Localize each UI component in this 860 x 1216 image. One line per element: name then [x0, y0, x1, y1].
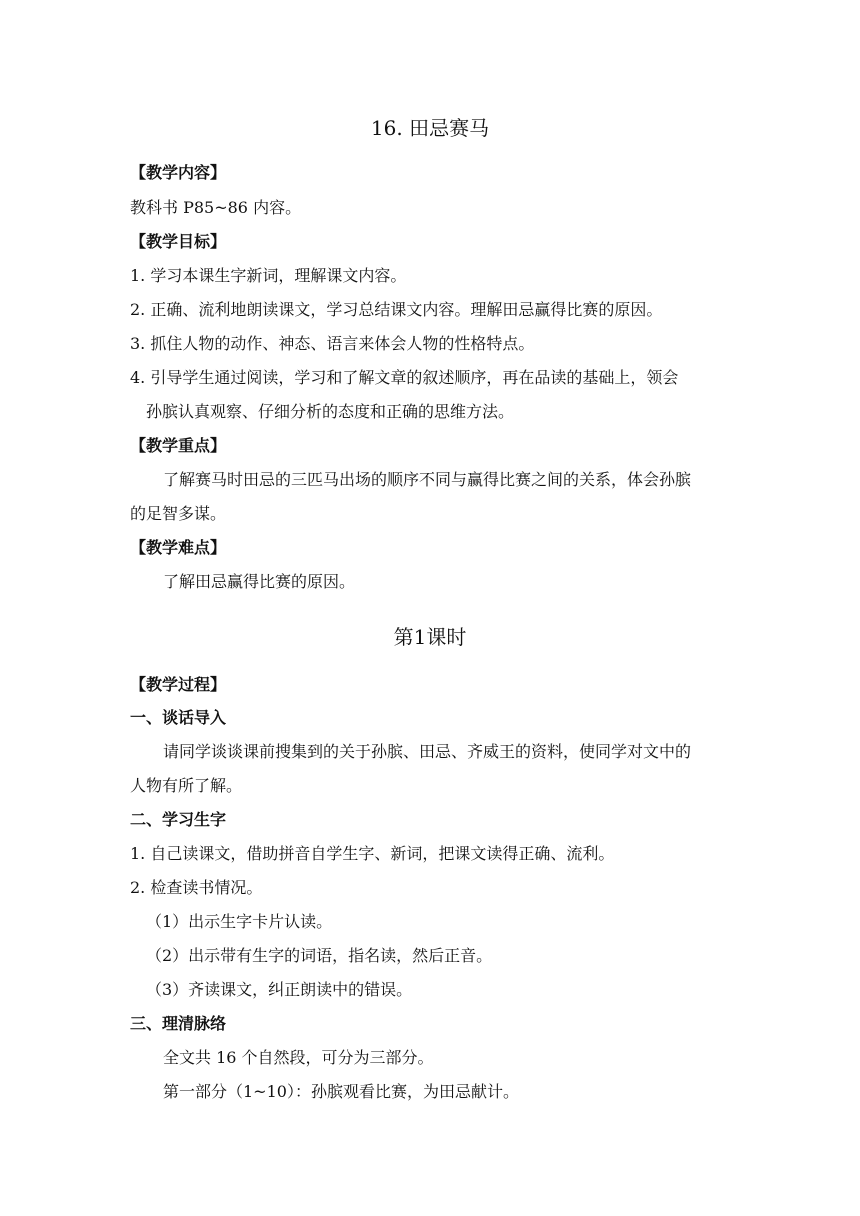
goal-item-3: 3. 抓住人物的动作、神态、语言来体会人物的性格特点。 — [130, 334, 535, 353]
goal-item-2: 2. 正确、流利地朗读课文，学习总结课文内容。理解田忌赢得比赛的原因。 — [130, 300, 663, 319]
section-2-item-1: 1. 自己读课文，借助拼音自学生字、新词，把课文读得正确、流利。 — [130, 844, 615, 863]
goals-heading: 【教学目标】 — [130, 232, 227, 251]
section-1-heading: 一、谈话导入 — [130, 708, 227, 727]
section-1-text-line-2: 人物有所了解。 — [130, 776, 243, 795]
goal-item-4: 4. 引导学生通过阅读，学习和了解文章的叙述顺序，再在品读的基础上，领会 — [130, 368, 679, 387]
section-2-subitem-2: （2）出示带有生字的词语，指名读，然后正音。 — [146, 946, 493, 965]
section-3-text-line-2: 第一部分（1~10）：孙膑观看比赛，为田忌献计。 — [163, 1082, 519, 1101]
key-text-line-1: 了解赛马时田忌的三匹马出场的顺序不同与赢得比赛之间的关系，体会孙膑 — [163, 470, 692, 489]
section-2-item-2: 2. 检查读书情况。 — [130, 878, 263, 897]
process-heading: 【教学过程】 — [130, 675, 227, 694]
section-2-subitem-1: （1）出示生字卡片认读。 — [146, 912, 333, 931]
section-2-heading: 二、学习生字 — [130, 810, 227, 829]
section-3-heading: 三、理清脉络 — [130, 1014, 227, 1033]
goal-item-1: 1. 学习本课生字新词，理解课文内容。 — [130, 266, 407, 285]
content-text: 教科书 P85~86 内容。 — [130, 198, 302, 217]
document-title: 16. 田忌赛马 — [370, 116, 490, 140]
difficulty-text: 了解田忌赢得比赛的原因。 — [163, 572, 356, 591]
goal-item-4-continued: 孙膑认真观察、仔细分析的态度和正确的思维方法。 — [146, 402, 515, 421]
content-heading: 【教学内容】 — [130, 163, 227, 182]
difficulty-heading: 【教学难点】 — [130, 538, 227, 557]
lesson-title: 第1课时 — [393, 625, 467, 649]
key-text-line-2: 的足智多谋。 — [130, 504, 227, 523]
section-1-text-line-1: 请同学谈谈课前搜集到的关于孙膑、田忌、齐威王的资料，使同学对文中的 — [163, 742, 692, 761]
section-3-text-line-1: 全文共 16 个自然段，可分为三部分。 — [163, 1048, 434, 1067]
section-2-subitem-3: （3）齐读课文，纠正朗读中的错误。 — [146, 980, 413, 999]
key-heading: 【教学重点】 — [130, 436, 227, 455]
